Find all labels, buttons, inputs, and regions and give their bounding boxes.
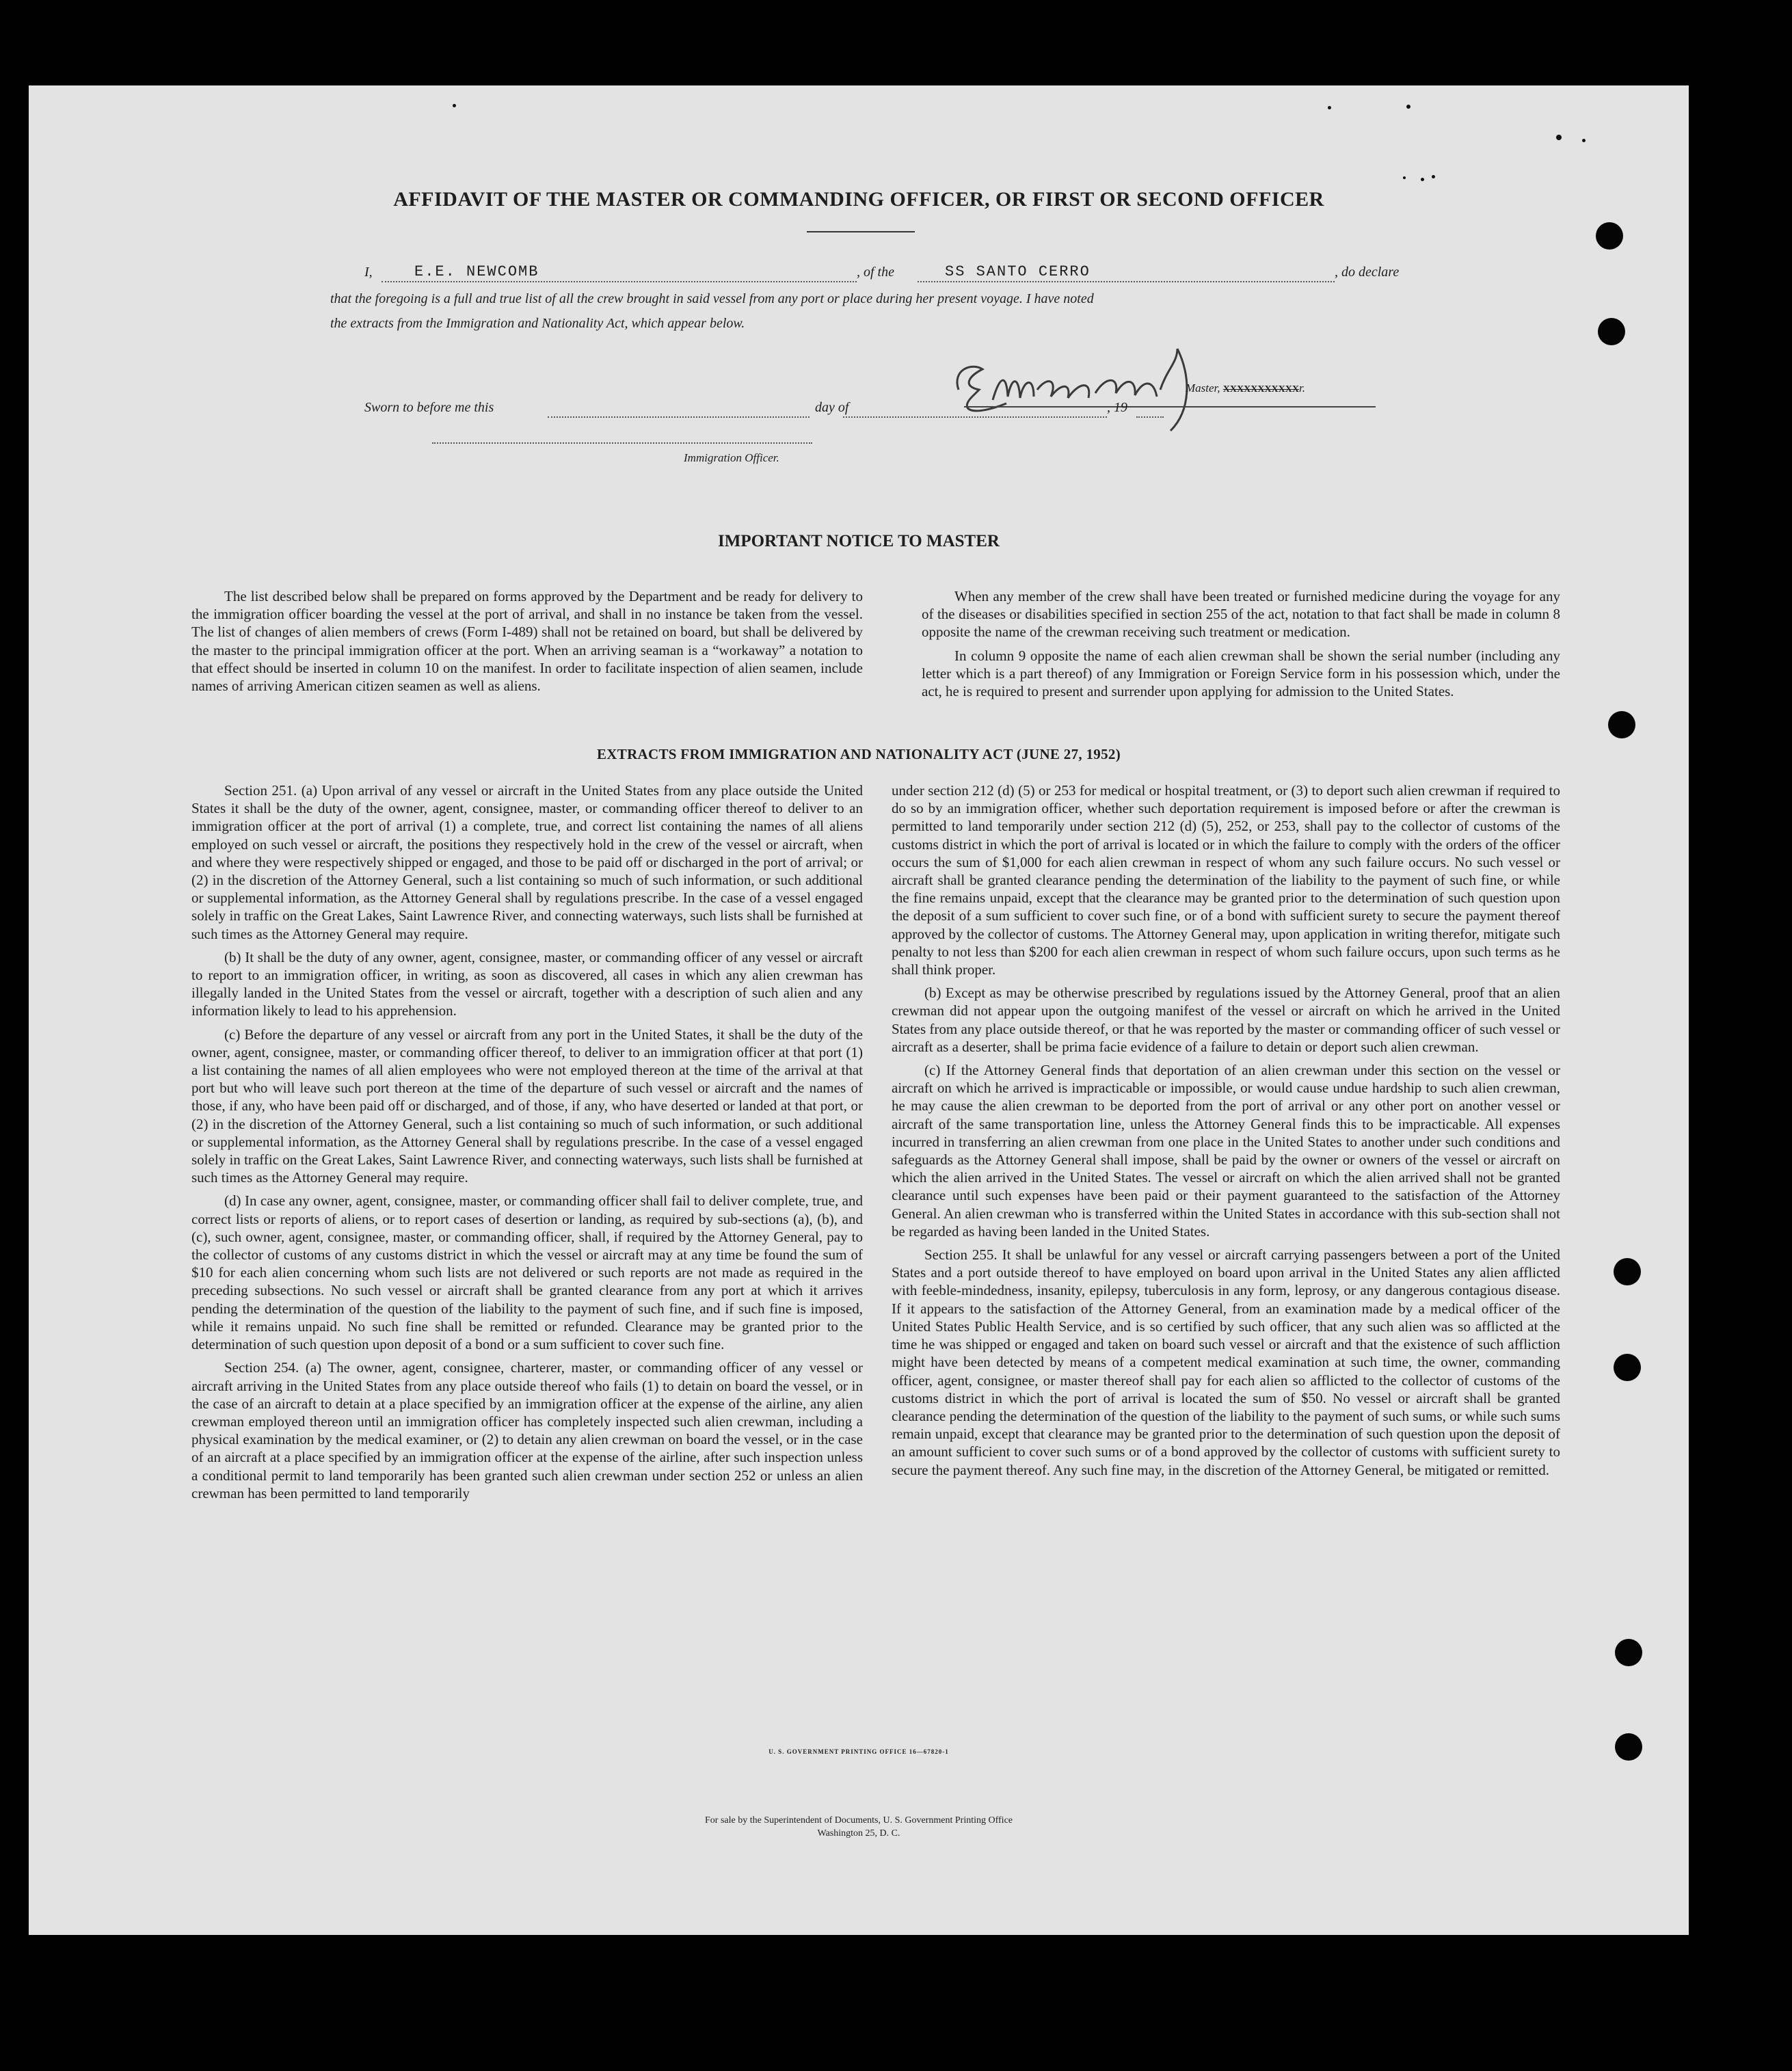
section-254-a-continued: under section 212 (d) (5) or 253 for medical or hospital treatment, or (3) to deport such alien crewman if required to do so by an immigration officer, whether such deportation requirement is imposed before or after the crewman is permitted to land temporarily under section 212 (d) (5), 252, or 253, shall pay to the collector of customs of the customs district in which the port of arrival is located or in which the failure to comply with the orders of the officer occurs the sum of $1,000 for each alien crewman in respect of whom any such failure occurs. No such vessel or aircraft shall be granted clearance pending the determination of the liability to the payment of such fine, or while the fine remains unpaid, except that the clearance may be granted prior to the determination of such question upon the deposit of a sum sufficient to cover such fine, or of a bond with sufficient surety to secure the payment thereof approved by the collector of customs. The Attorney General may, upon application in writing therefor, mitigate such penalty to not less than $200 for each alien crewman in respect of whom such failure occurs, upon such terms as he shall think proper. bbox=[892, 782, 1560, 978]
sworn-label: Sworn to before me this bbox=[364, 400, 494, 415]
speck bbox=[1432, 175, 1435, 178]
speck bbox=[1421, 178, 1424, 181]
section-255: Section 255. It shall be unlawful for any vessel or aircraft carrying passengers between a port of the United States and a port outside thereof to have employed on board upon arrival in the United States any alien afflicted with feeble-mindedness, insanity, epilepsy, tuberculosis in any form, leprosy, or any dangerous contagious disease. If it appears to the satisfaction of the Attorney General, from an examination made by a medical officer of the United States Public Health Service, and is so certified by such officer, that any such alien was so afflicted at the time he was shipped or engaged and taken on board such vessel or aircraft and that the existence of such affliction might have been detected by means of a competent medical examination at such time, the owner, commanding officer, agent, consignee, or master thereof shall pay for each alien so afflicted to the collector of customs of the customs district in which the port of arrival is located the sum of $50. No vessel or aircraft shall be granted clearance pending the determination of the question of the liability to the payment of such sums, or while such sums remain unpaid, except that clearance may be granted prior to the determination of such question upon the deposit of an amount sufficient to cover such sums or of a bond approved by the collector of customs with sufficient surety to secure the payment thereof. Any such fine may, in the discretion of the Attorney General, be mitigated or remitted. bbox=[892, 1246, 1560, 1478]
section-251-a: Section 251. (a) Upon arrival of any vessel or aircraft in the United States from any place outside the United States it shall be the duty of the owner, agent, consignee, master, or commanding officer thereof to deliver to an immigration officer at the port of arrival (1) a complete, true, and correct list containing the names of all aliens employed on such vessel or aircraft, the positions they respectively hold in the crew of the vessel or aircraft, when and where they were respectively shipped or engaged, and those to be paid off or discharged in the port of arrival; or (2) in the discretion of the Attorney General, such a list containing so much of such information, or such additional or supplemental information, as the Attorney General shall by regulations prescribe. In the case of a vessel engaged solely in traffic on the Great Lakes, Saint Lawrence River, and connecting waterways, such lists shall be furnished at such times as the Attorney General may require. bbox=[191, 782, 863, 942]
vessel-name-field bbox=[918, 265, 1335, 282]
declaration-line-1: that the foregoing is a full and true list of all the crew brought in said vessel from any port or place during her present voyage. I have noted bbox=[330, 291, 1094, 306]
sale-notice bbox=[29, 1814, 1689, 1840]
of-the-label: , of the bbox=[857, 265, 894, 280]
signature-caption-struck: XXXXXXXXXXX bbox=[1222, 384, 1299, 395]
section-254-b: (b) Except as may be otherwise prescribed by regulations issued by the Attorney General, proof that an alien crewman did not appear upon the outgoing manifest of the vessel or aircraft on which he arrived in the United States from any place outside thereof, or that he was reported by the master or commanding officer of such vessel or aircraft as a deserter, shall be prima facie evidence of a failure to detain or deport such alien crewman. bbox=[892, 985, 1560, 1055]
punch-hole bbox=[1614, 1258, 1641, 1285]
punch-hole bbox=[1615, 1733, 1642, 1761]
section-251-c: (c) Before the departure of any vessel or aircraft from any port in the United States, it shall be the duty of the owner, agent, consignee, master, or commanding officer thereof, to deliver to an immigration officer at that port (1) a list containing the names of all alien employees who were not employed thereon at the time of the arrival at that port but who will leave such port thereon at the time of the departure of such vessel or aircraft and the names of those, if any, who have been paid off or discharged, and of those, if any, who have deserted or landed at that port, or (2) in the discretion of the Attorney General, such a list containing so much of such information, or such additional or supplemental information, as the Attorney General shall by regulations prescribe. In the case of a vessel engaged solely in traffic on the Great Lakes, Saint Lawrence River, and connecting waterways, such lists shall be furnished at such times as the Attorney General may require. bbox=[191, 1026, 863, 1186]
notice-heading: IMPORTANT NOTICE TO MASTER bbox=[718, 532, 1000, 550]
speck bbox=[1328, 106, 1331, 109]
immigration-officer-label: Immigration Officer. bbox=[684, 451, 779, 464]
speck bbox=[1556, 135, 1562, 140]
punch-hole bbox=[1614, 1354, 1641, 1381]
master-name-field bbox=[382, 265, 857, 282]
punch-hole bbox=[1608, 711, 1635, 738]
speck bbox=[1406, 105, 1410, 109]
sworn-year-field bbox=[1136, 400, 1164, 418]
punch-hole bbox=[1598, 318, 1625, 345]
day-of-label: day of bbox=[815, 400, 849, 415]
vessel-name-value: SS SANTO CERRO bbox=[945, 263, 1091, 280]
document-page bbox=[29, 85, 1689, 1935]
sale-notice-line-1: For sale by the Superintendent of Documents, U. S. Government Printing Office bbox=[705, 1815, 1013, 1826]
declaration-line-2: the extracts from the Immigration and Nationality Act, which appear below. bbox=[330, 316, 745, 331]
title-underline bbox=[807, 231, 915, 232]
punch-hole bbox=[1615, 1639, 1642, 1666]
notice-left-column bbox=[191, 587, 863, 700]
extracts-left-column bbox=[191, 781, 863, 1508]
notice-left-paragraph: The list described below shall be prepared on forms approved by the Department and be ready for delivery to the immigration officer boarding the vessel at the port of arrival, and shall in no instance be taken from the vessel. The list of changes of alien members of crews (Form I-489) shall not be retained on board, but shall be delivered by the master to the principal immigration officer at the port. When an arriving seaman is a “workaway” a notation to that effect should be inserted in column 10 on the manifest. In order to facilitate inspection of alien seamen, include names of arriving American citizen seamen as well as aliens. bbox=[191, 588, 863, 695]
sale-notice-line-2: Washington 25, D. C. bbox=[817, 1828, 900, 1839]
notice-right-paragraph-1: When any member of the crew shall have been treated or furnished medicine during the voyage for any of the diseases or disabilities specified in section 255 of the act, notation to that fact shall be made in column 8 opposite the name of the crewman receiving such treatment or medication. bbox=[922, 588, 1560, 641]
immigration-officer-signature-line bbox=[432, 441, 812, 444]
signature-caption-prefix: Master, bbox=[1186, 382, 1220, 395]
extracts-right-column bbox=[892, 781, 1560, 1484]
affidavit-title: AFFIDAVIT OF THE MASTER OR COMMANDING OFFICER, OR FIRST OR SECOND OFFICER bbox=[393, 188, 1324, 211]
notice-right-column bbox=[922, 587, 1560, 706]
master-name-value: E.E. NEWCOMB bbox=[414, 263, 539, 280]
master-signature bbox=[931, 321, 1430, 438]
section-251-d: (d) In case any owner, agent, consignee, master, or commanding officer shall fail to deliver complete, true, and correct lists or reports of aliens, or to report cases of desertion or landing, as required by sub-sections (a), (b), and (c), such owner, agent, consignee, master, or commanding officer, shall, if required by the Attorney General, pay to the collector of customs of any customs district in which the vessel or aircraft may at any time be found the sum of $10 for each alien concerning whom such lists are not delivered or such reports are not made as required in the preceding subsections. No such vessel or aircraft shall be granted clearance from any port at which it arrives pending the determination of the question of the liability to the payment of such fine, and if such fine is imposed, while it remains unpaid. No such fine shall be remitted or refunded. Clearance may be granted prior to the determination of such question upon deposit of a bond or a sum sufficient to cover such fine. bbox=[191, 1192, 863, 1353]
speck bbox=[1582, 139, 1586, 142]
section-254-c: (c) If the Attorney General finds that deportation of an alien crewman under this section on the vessel or aircraft on which he arrived is impracticable or impossible, or would cause undue hardship to such alien crewman, he may cause the alien crewman to be deported from the port of arrival or any other port on another vessel or aircraft of the same transportation line, unless the Attorney General finds this to be impracticable. All expenses incurred in transferring an alien crewman from one place in the United States to another under such conditions and safeguards as the Attorney General shall impose, shall be paid by the owner or owners of the vessel or aircraft on which the alien arrived in the United States. The vessel or aircraft on which the alien arrived shall not be granted clearance until such expenses have been paid or their payment guaranteed to the satisfaction of the Attorney General. An alien crewman who is transferred within the United States in accordance with this sub-section shall not be regarded as having been landed in the United States. bbox=[892, 1062, 1560, 1240]
section-254-a: Section 254. (a) The owner, agent, consignee, charterer, master, or commanding officer of any vessel or aircraft arriving in the United States from any place outside thereof who fails (1) to detain on board the vessel, or in the case of an aircraft to detain at a place specified by an immigration officer at the expense of the airline, any alien crewman employed thereon until an immigration officer has completely inspected such alien crewman, including a physical examination by the medical examiner, or (2) to detain any alien crewman on board the vessel, or in the case of an aircraft at a place specified by an immigration officer at the expense of the airline, after such inspection unless a conditional permit to land temporarily has been granted such alien crewman under section 252 or unless an alien crewman has been permitted to land temporarily bbox=[191, 1359, 863, 1501]
notice-right-paragraph-2: In column 9 opposite the name of each alien crewman shall be shown the serial number (including any letter which is a part thereof) of any Immigration or Foreign Service form in his possession which, under the act, he is required to present and surrender upon applying for admission to the United States. bbox=[922, 647, 1560, 700]
year-label: , 19 bbox=[1107, 400, 1127, 415]
signature-caption bbox=[1186, 382, 1305, 395]
speck bbox=[453, 104, 456, 107]
do-declare-label: , do declare bbox=[1335, 265, 1400, 280]
speck bbox=[1403, 176, 1406, 179]
section-251-b: (b) It shall be the duty of any owner, agent, consignee, master, or commanding officer of any vessel or aircraft to report to an immigration officer, in writing, as soon as discovered, all cases in which any alien crewman has illegally landed in the United States from the vessel or aircraft, together with a description of such alien and any information likely to lead to his apprehension. bbox=[191, 948, 863, 1019]
sworn-date-field bbox=[548, 400, 810, 418]
sworn-month-field bbox=[843, 400, 1107, 418]
punch-hole bbox=[1596, 222, 1623, 250]
signature-caption-suffix: r. bbox=[1299, 382, 1305, 395]
printing-office-imprint: U. S. GOVERNMENT PRINTING OFFICE 16—67820-1 bbox=[768, 1748, 949, 1755]
extracts-heading: EXTRACTS FROM IMMIGRATION AND NATIONALITY ACT (JUNE 27, 1952) bbox=[597, 746, 1121, 762]
affidavit-i-label: I, bbox=[364, 265, 373, 280]
